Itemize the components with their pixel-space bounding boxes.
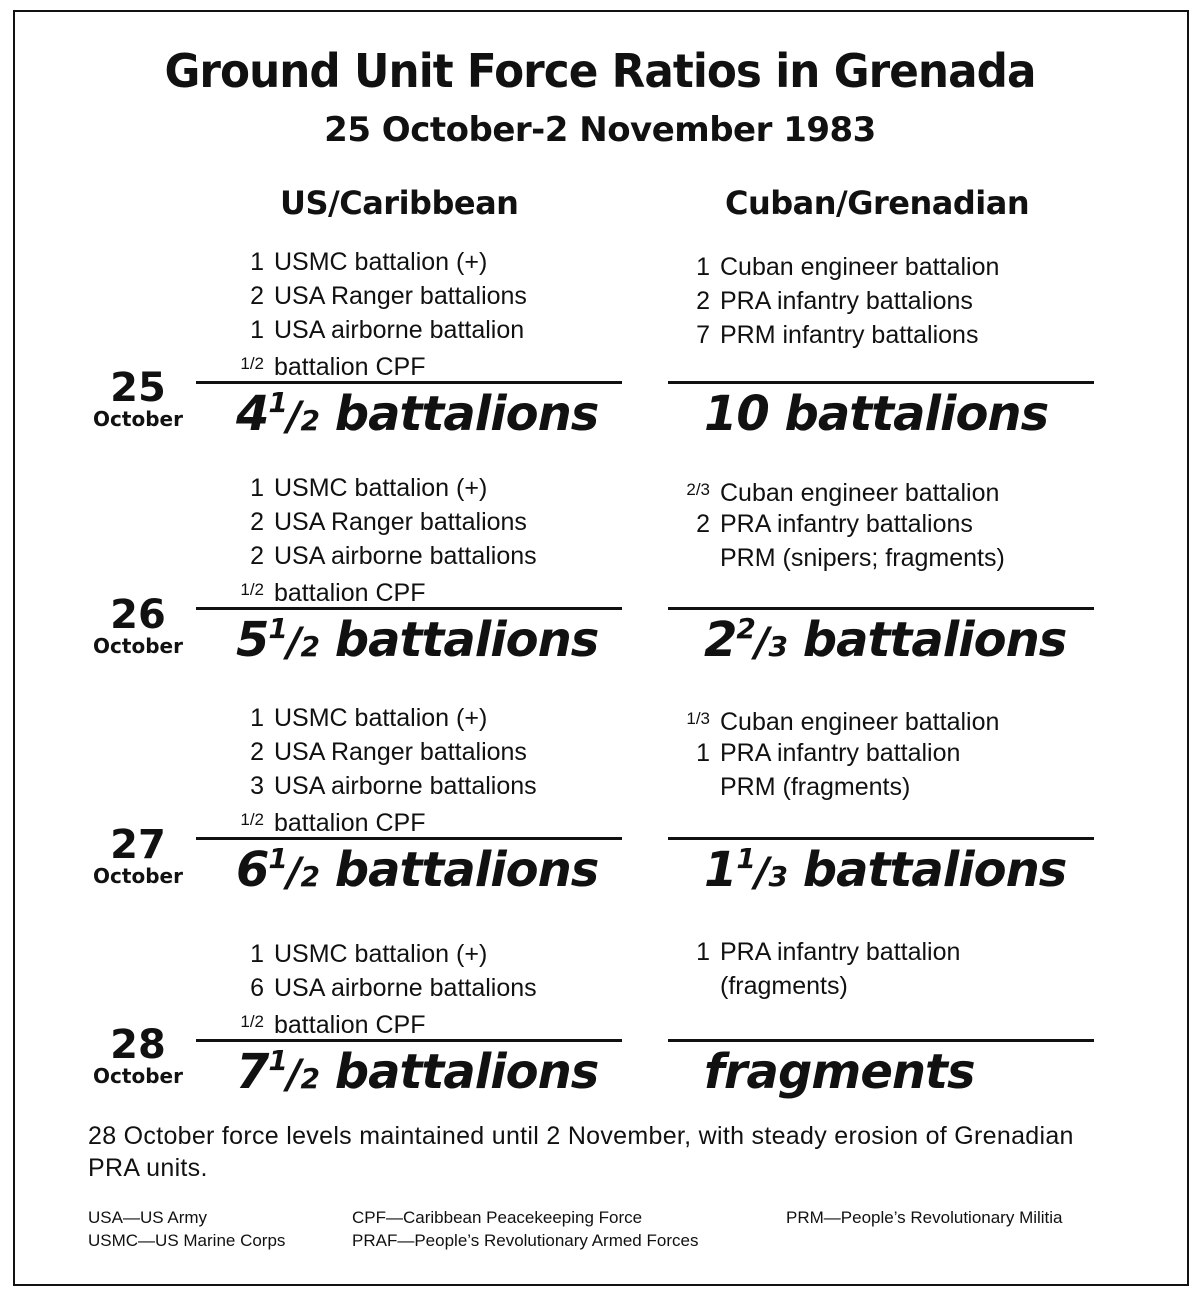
total-word: battalions — [802, 842, 1067, 898]
unit-row — [672, 250, 999, 284]
unit-row — [672, 473, 999, 510]
us-total — [236, 612, 598, 668]
unit-label: PRM infantry battalions — [720, 321, 979, 349]
total-space — [319, 1044, 335, 1100]
unit-label: USA airborne battalions — [274, 542, 537, 570]
total-word: battalions — [802, 612, 1067, 668]
unit-label: Cuban engineer battalion — [720, 479, 1000, 507]
fraction-count: 1/2 — [240, 580, 264, 599]
us-total-rule — [196, 381, 622, 384]
unit-row — [672, 318, 978, 352]
total-fraction-num: 1 — [268, 1044, 287, 1077]
unit-count: 1 — [250, 940, 264, 968]
unit-label: USMC battalion (+) — [274, 474, 488, 502]
legend-col-1 — [88, 1206, 285, 1252]
legend-col-3 — [786, 1206, 1063, 1229]
unit-count: 2 — [250, 738, 264, 766]
unit-row — [226, 769, 537, 803]
unit-row — [226, 539, 537, 573]
total-word: battalions — [334, 612, 599, 668]
fraction-count: 2/3 — [686, 480, 710, 499]
unit-label: USMC battalion (+) — [274, 248, 488, 276]
total-fraction-den: 2 — [300, 630, 319, 663]
total-fraction-slash: / — [754, 620, 769, 666]
unit-label: battalion CPF — [274, 809, 426, 837]
unit-count: 7 — [696, 321, 710, 349]
unit-count: 1 — [250, 704, 264, 732]
unit-row — [226, 245, 487, 279]
unit-row — [226, 735, 527, 769]
date-month: October — [93, 864, 183, 888]
unit-row — [672, 736, 960, 770]
unit-label: battalion CPF — [274, 353, 426, 381]
unit-row — [672, 541, 1005, 575]
date-day: 26 — [110, 592, 166, 638]
total-fraction-den: 2 — [300, 404, 319, 437]
date-day: 27 — [110, 822, 166, 868]
total-word: battalions — [334, 842, 599, 898]
unit-row — [672, 935, 960, 969]
unit-count: 2 — [250, 508, 264, 536]
total-fraction-num: 1 — [736, 842, 755, 875]
unit-label: USMC battalion (+) — [274, 940, 488, 968]
unit-count: 1 — [696, 739, 710, 767]
us-total — [236, 1044, 598, 1100]
total-whole: 4 — [236, 386, 269, 442]
cuban-total-rule — [668, 607, 1094, 610]
total-fraction-den: 3 — [768, 630, 787, 663]
unit-label: (fragments) — [720, 972, 848, 1000]
unit-row — [226, 313, 524, 347]
date-month: October — [93, 634, 183, 658]
unit-row — [672, 507, 973, 541]
unit-count — [672, 473, 710, 510]
unit-label: PRA infantry battalion — [720, 938, 961, 966]
total-fraction-den: 2 — [300, 1062, 319, 1095]
unit-count: 1 — [696, 938, 710, 966]
total-fraction-num: 1 — [268, 386, 287, 419]
unit-label: Cuban engineer battalion — [720, 708, 1000, 736]
unit-row — [226, 279, 527, 313]
unit-row — [226, 1005, 425, 1042]
page-subtitle: 25 October-2 November 1983 — [324, 110, 876, 150]
unit-label: USMC battalion (+) — [274, 704, 488, 732]
unit-row — [226, 937, 487, 971]
total-space — [319, 842, 335, 898]
unit-row — [672, 284, 973, 318]
us-total — [236, 842, 598, 898]
cuban-column-heading: Cuban/Grenadian — [725, 184, 1030, 222]
unit-label: USA airborne battalions — [274, 772, 537, 800]
unit-count — [226, 347, 264, 384]
unit-label: USA airborne battalions — [274, 974, 537, 1002]
total-whole: 7 — [236, 1044, 269, 1100]
legend-item: PRAF—People’s Revolutionary Armed Forces — [352, 1231, 699, 1250]
legend-item: PRM—People’s Revolutionary Militia — [786, 1208, 1063, 1227]
legend-item: CPF—Caribbean Peacekeeping Force — [352, 1208, 643, 1227]
cuban-total-rule — [668, 381, 1094, 384]
cuban-total — [704, 612, 1066, 668]
total-whole: 2 — [704, 612, 737, 668]
cuban-total: fragments — [704, 1044, 975, 1100]
unit-label: USA Ranger battalions — [274, 508, 527, 536]
total-fraction-slash: / — [286, 620, 301, 666]
total-whole: 6 — [236, 842, 269, 898]
cuban-total — [704, 842, 1066, 898]
total-word: battalions — [334, 386, 599, 442]
unit-count: 1 — [250, 316, 264, 344]
unit-count — [226, 573, 264, 610]
total-fraction-slash: / — [286, 850, 301, 896]
cuban-total: 10 battalions — [704, 386, 1049, 442]
unit-count: 1 — [250, 474, 264, 502]
unit-row — [672, 969, 848, 1003]
unit-label: USA Ranger battalions — [274, 282, 527, 310]
unit-label: PRM (snipers; fragments) — [720, 544, 1005, 572]
unit-label: Cuban engineer battalion — [720, 253, 1000, 281]
page-title: Ground Unit Force Ratios in Grenada — [164, 44, 1036, 98]
total-space — [787, 842, 803, 898]
unit-label: PRA infantry battalions — [720, 510, 973, 538]
unit-count: 2 — [250, 542, 264, 570]
total-fraction-slash: / — [754, 850, 769, 896]
total-fraction-num: 1 — [268, 842, 287, 875]
total-space — [787, 612, 803, 668]
date-label — [88, 1022, 188, 1088]
date-label — [88, 365, 188, 431]
total-fraction-num: 2 — [736, 612, 755, 645]
total-fraction-num: 1 — [268, 612, 287, 645]
unit-row — [226, 701, 487, 735]
total-fraction-slash: / — [286, 1052, 301, 1098]
unit-count: 6 — [250, 974, 264, 1002]
us-total — [236, 386, 598, 442]
footnote: 28 October force levels maintained until 2 November, with steady erosion of Grenadian PRA units. — [88, 1122, 1074, 1182]
us-total-rule — [196, 837, 622, 840]
legend-col-2 — [352, 1206, 698, 1252]
unit-count — [672, 702, 710, 739]
total-fraction-den: 2 — [300, 860, 319, 893]
fraction-count: 1/2 — [240, 1012, 264, 1031]
total-fraction-den: 3 — [768, 860, 787, 893]
date-label — [88, 822, 188, 888]
cuban-total-rule — [668, 1039, 1094, 1042]
unit-row — [672, 770, 910, 804]
unit-row — [226, 505, 527, 539]
unit-count — [226, 1005, 264, 1042]
legend-item: USA—US Army — [88, 1208, 208, 1227]
unit-count: 1 — [696, 253, 710, 281]
unit-row — [226, 347, 425, 384]
unit-label: PRA infantry battalions — [720, 287, 973, 315]
legend-item: USMC—US Marine Corps — [88, 1231, 286, 1250]
date-month: October — [93, 407, 183, 431]
unit-row — [226, 803, 425, 840]
unit-row — [672, 702, 999, 739]
unit-label: battalion CPF — [274, 1011, 426, 1039]
unit-row — [226, 573, 425, 610]
unit-count: 1 — [250, 248, 264, 276]
date-day: 25 — [110, 365, 166, 411]
unit-count: 3 — [250, 772, 264, 800]
fraction-count: 1/3 — [686, 709, 710, 728]
fraction-count: 1/2 — [240, 354, 264, 373]
unit-count: 2 — [696, 510, 710, 538]
date-month: October — [93, 1064, 183, 1088]
fraction-count: 1/2 — [240, 810, 264, 829]
date-label — [88, 592, 188, 658]
total-whole: 1 — [704, 842, 737, 898]
unit-count: 2 — [696, 287, 710, 315]
us-total-rule — [196, 1039, 622, 1042]
us-column-heading: US/Caribbean — [280, 184, 519, 222]
unit-label: USA airborne battalion — [274, 316, 525, 344]
unit-label: PRA infantry battalion — [720, 739, 961, 767]
unit-row — [226, 471, 487, 505]
total-space — [319, 612, 335, 668]
unit-count — [226, 803, 264, 840]
unit-count: 2 — [250, 282, 264, 310]
cuban-total-rule — [668, 837, 1094, 840]
total-whole: 5 — [236, 612, 269, 668]
total-fraction-slash: / — [286, 394, 301, 440]
unit-label: battalion CPF — [274, 579, 426, 607]
us-total-rule — [196, 607, 622, 610]
unit-row — [226, 971, 537, 1005]
unit-label: PRM (fragments) — [720, 773, 911, 801]
total-space — [319, 386, 335, 442]
total-word: battalions — [334, 1044, 599, 1100]
unit-label: USA Ranger battalions — [274, 738, 527, 766]
date-day: 28 — [110, 1022, 166, 1068]
